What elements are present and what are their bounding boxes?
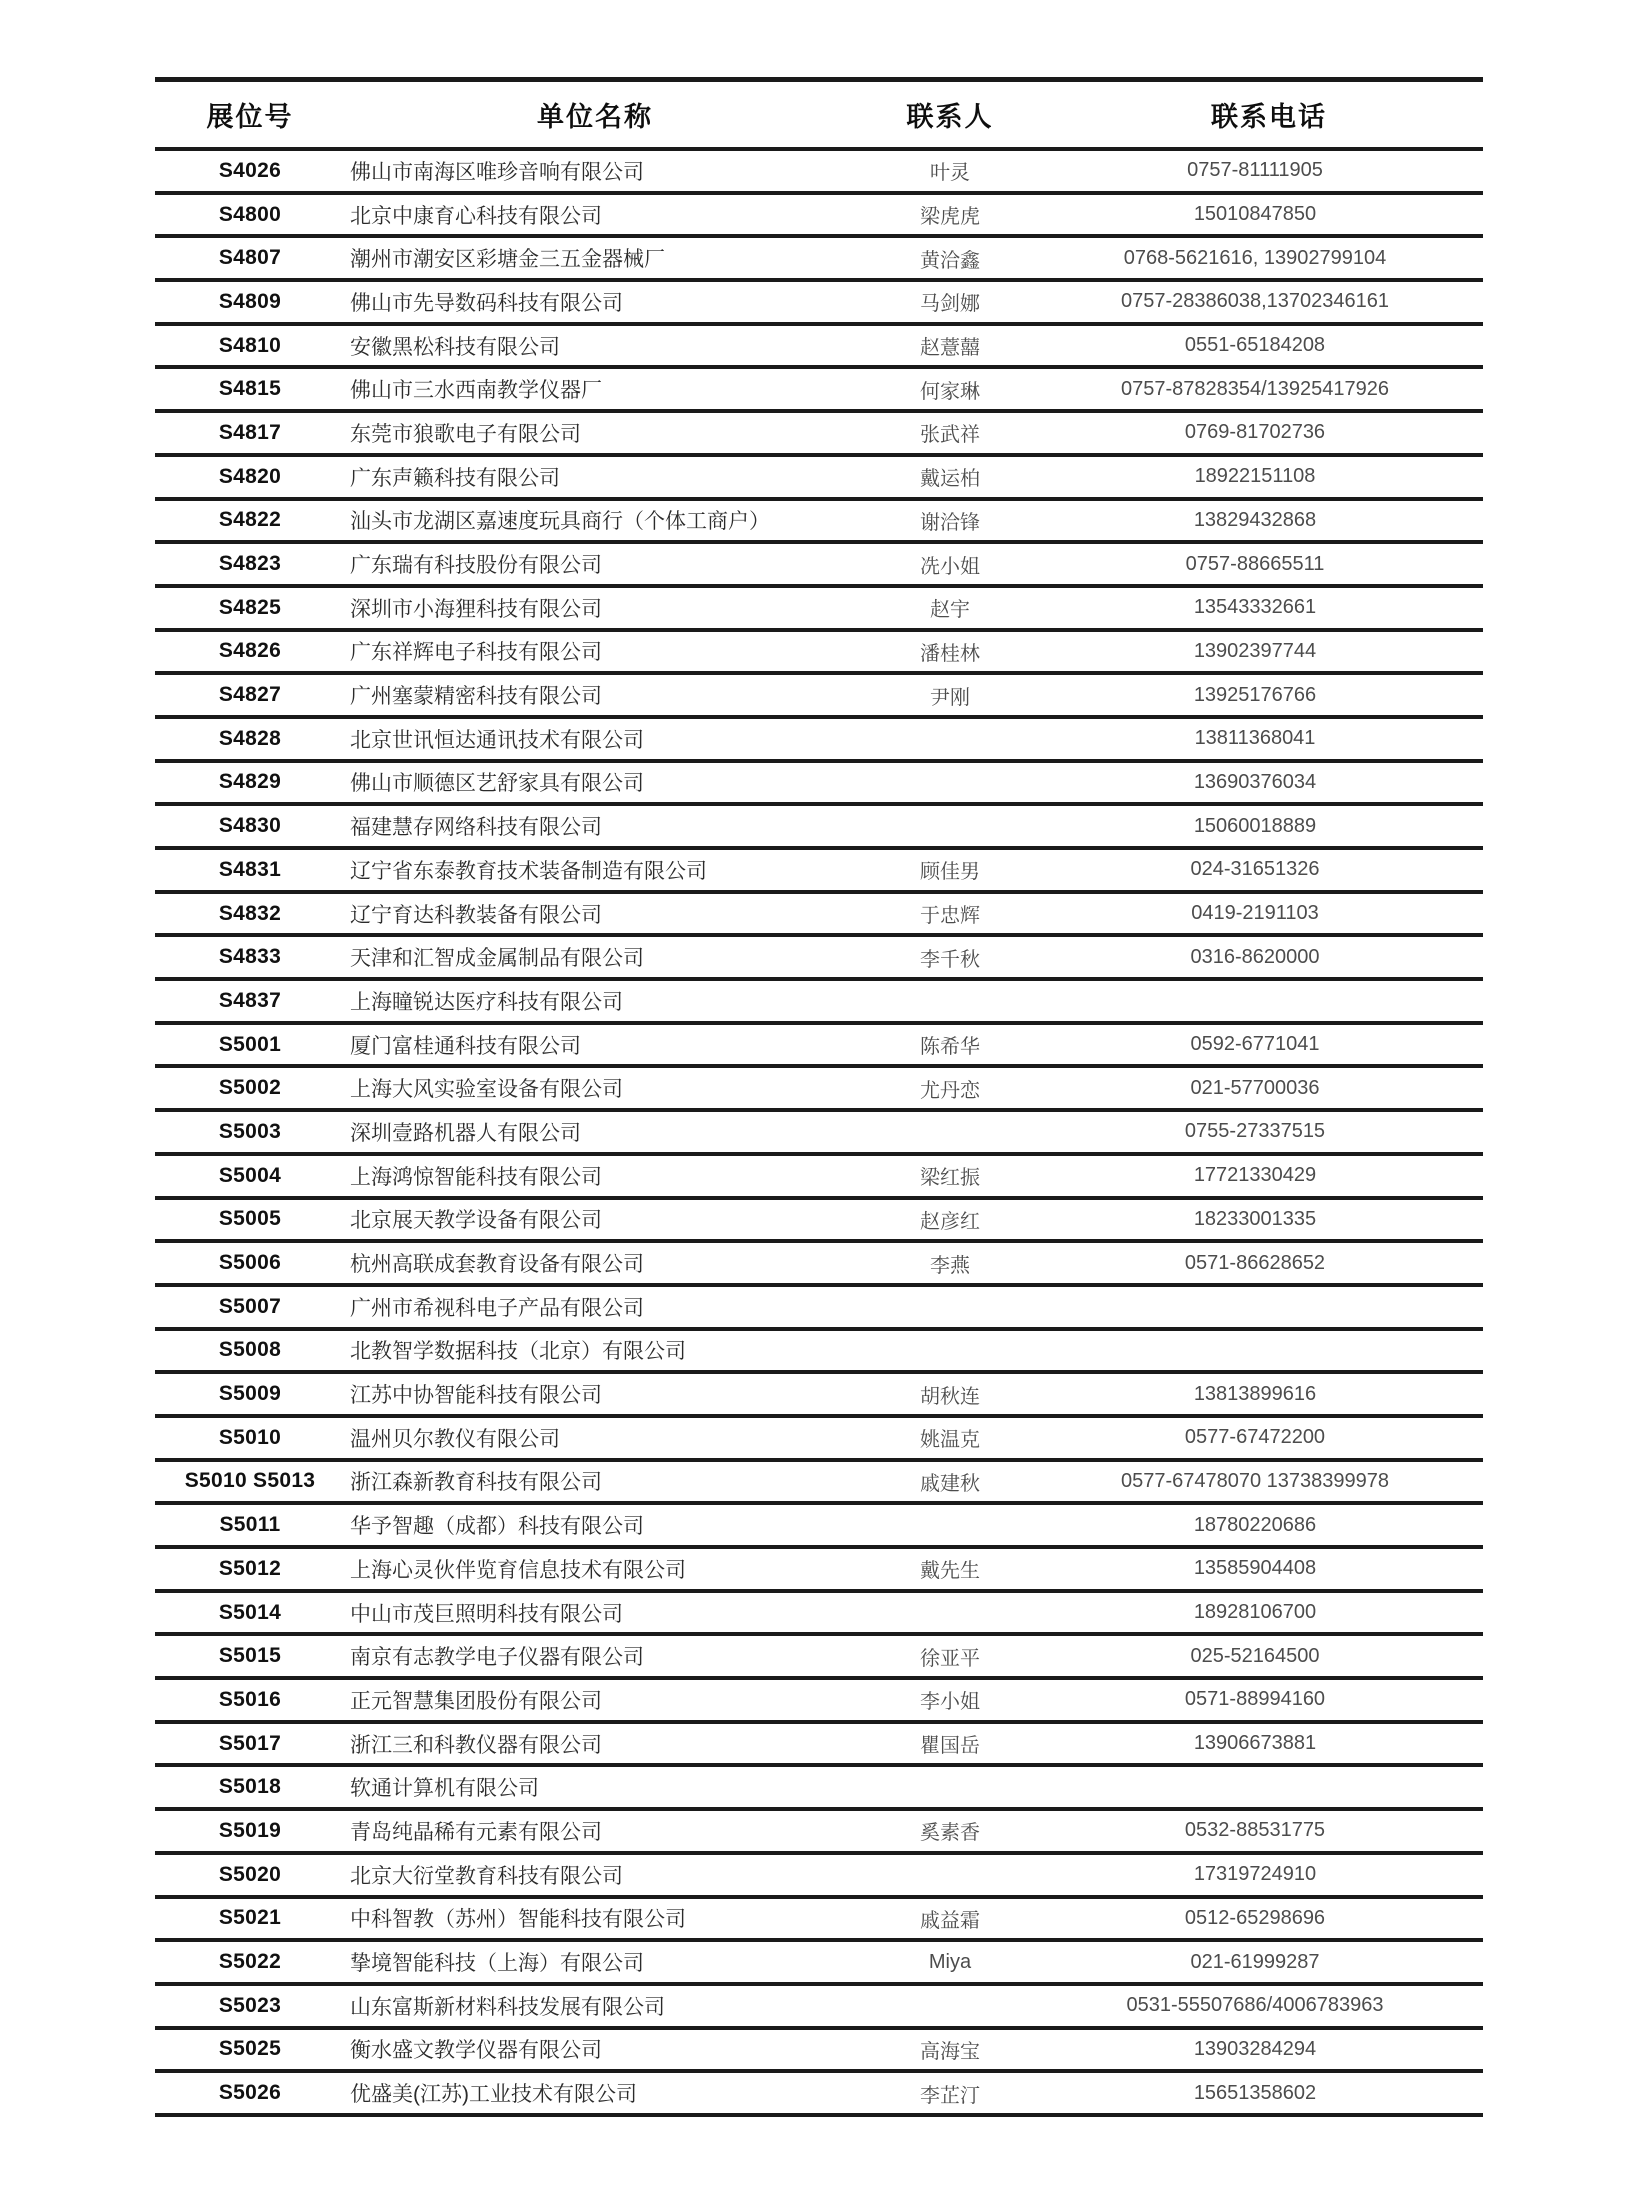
table-row (155, 1462, 1483, 1506)
booth-number-cell: S4817 (218, 420, 282, 444)
booth-number-cell: S4832 (218, 901, 282, 925)
booth-number-cell: S5014 (218, 1600, 282, 1624)
contact-phone-cell: 0532-88531775 (1184, 1819, 1326, 1842)
contact-person-cell: 徐亚平 (920, 1647, 980, 1670)
table-row (155, 1855, 1483, 1899)
contact-person-cell: 高海宝 (920, 2040, 980, 2063)
contact-person-cell: 戚益霜 (920, 1909, 980, 1932)
contact-person-cell: 胡秋连 (920, 1385, 980, 1408)
company-name-cell: 上海大风实验室设备有限公司 (350, 1078, 623, 1102)
booth-number-cell: S5011 (219, 1513, 281, 1537)
booth-number-cell: S5008 (218, 1338, 282, 1362)
contact-person-cell: 戚建秋 (920, 1472, 980, 1495)
company-name-cell: 潮州市潮安区彩塘金三五金器械厂 (350, 248, 665, 272)
contact-person-cell: 顾佳男 (920, 861, 980, 884)
contact-phone-cell: 0571-88994160 (1184, 1688, 1326, 1711)
company-name-cell: 北教智学数据科技（北京）有限公司 (350, 1340, 686, 1364)
booth-number-cell: S5018 (218, 1775, 282, 1799)
contact-phone-cell: 18928106700 (1193, 1601, 1317, 1624)
contact-phone-cell: 0769-81702736 (1184, 421, 1326, 444)
contact-phone-cell: 0757-88665511 (1185, 552, 1325, 575)
company-name-cell: 上海心灵伙伴览育信息技术有限公司 (350, 1558, 686, 1582)
table-row (155, 1593, 1483, 1637)
contact-phone-cell: 0757-87828354/13925417926 (1120, 377, 1390, 400)
booth-number-cell: S4822 (218, 508, 282, 532)
company-name-cell: 佛山市顺德区艺舒家具有限公司 (350, 772, 644, 796)
booth-number-cell: S4828 (218, 726, 282, 750)
company-name-cell: 佛山市先导数码科技有限公司 (350, 291, 623, 315)
booth-number-cell: S5012 (218, 1556, 282, 1580)
contact-person-cell: 潘桂林 (920, 642, 980, 665)
contact-phone-cell: 15010847850 (1193, 203, 1317, 226)
table-row (155, 1505, 1483, 1549)
contact-phone-cell: 0551-65184208 (1184, 334, 1326, 357)
table-row (155, 937, 1483, 981)
booth-number-cell: S5004 (218, 1163, 282, 1187)
column-header-phone: 联系电话 (1211, 102, 1327, 132)
contact-phone-cell: 13829432868 (1193, 508, 1317, 531)
contact-phone-cell: 13813899616 (1193, 1382, 1317, 1405)
company-name-cell: 广州市希视科电子产品有限公司 (350, 1296, 644, 1320)
table-row (155, 1899, 1483, 1943)
contact-phone-cell: 13902397744 (1193, 639, 1317, 662)
company-name-cell: 中科智教（苏州）智能科技有限公司 (350, 1908, 686, 1932)
table-row (155, 1942, 1483, 1986)
company-name-cell: 福建慧存网络科技有限公司 (350, 816, 602, 840)
contact-person-cell: 陈希华 (920, 1036, 980, 1059)
company-name-cell: 北京世讯恒达通讯技术有限公司 (350, 728, 644, 752)
contact-phone-cell: 0757-28386038,13702346161 (1120, 290, 1390, 313)
contact-person-cell: 尤丹恋 (920, 1079, 980, 1102)
contact-phone-cell: 0592-6771041 (1190, 1033, 1320, 1056)
contact-person-cell: 黄洽鑫 (920, 249, 980, 272)
company-name-cell: 软通计算机有限公司 (350, 1777, 539, 1801)
contact-person-cell: 赵薏囍 (920, 337, 980, 360)
table-row (155, 369, 1483, 413)
contact-phone-cell: 0577-67472200 (1184, 1426, 1326, 1449)
company-name-cell: 浙江森新教育科技有限公司 (350, 1471, 602, 1495)
contact-person-cell: 叶灵 (930, 162, 970, 185)
booth-number-cell: S5021 (218, 1906, 282, 1930)
company-name-cell: 天津和汇智成金属制品有限公司 (350, 947, 644, 971)
table-row (155, 457, 1483, 501)
company-name-cell: 中山市茂巨照明科技有限公司 (350, 1602, 623, 1626)
contact-phone-cell: 0768-5621616, 13902799104 (1123, 246, 1387, 269)
column-header-booth: 展位号 (206, 102, 294, 132)
company-name-cell: 上海鸿惊智能科技有限公司 (350, 1165, 602, 1189)
contact-person-cell: 赵宇 (930, 599, 970, 622)
company-name-cell: 青岛纯晶稀有元素有限公司 (350, 1820, 602, 1844)
table-row (155, 719, 1483, 763)
table-row (155, 1025, 1483, 1069)
booth-number-cell: S4815 (218, 377, 282, 401)
company-name-cell: 东莞市狼歌电子有限公司 (350, 422, 581, 446)
company-name-cell: 汕头市龙湖区嘉速度玩具商行（个体工商户） (350, 510, 770, 534)
company-name-cell: 北京展天教学设备有限公司 (350, 1209, 602, 1233)
table-row (155, 2030, 1483, 2074)
booth-number-cell: S5010 S5013 (184, 1469, 316, 1493)
contact-person-cell: 何家琳 (920, 380, 980, 403)
booth-number-cell: S4807 (218, 246, 282, 270)
booth-number-cell: S4809 (218, 289, 282, 313)
table-row (155, 632, 1483, 676)
booth-number-cell: S4826 (218, 639, 282, 663)
contact-phone-cell: 025-52164500 (1190, 1644, 1320, 1667)
company-name-cell: 山东富斯新材料科技发展有限公司 (350, 1995, 665, 2019)
booth-number-cell: S4820 (218, 464, 282, 488)
table-row (155, 544, 1483, 588)
column-header-contact: 联系人 (906, 102, 994, 132)
company-name-cell: 广东声籁科技有限公司 (350, 466, 560, 490)
company-name-cell: 优盛美(江苏)工业技术有限公司 (350, 2083, 637, 2107)
booth-number-cell: S4827 (218, 683, 282, 707)
contact-phone-cell: 021-57700036 (1190, 1076, 1320, 1099)
contact-person-cell: 李芷汀 (920, 2084, 980, 2107)
contact-person-cell: 瞿国岳 (920, 1735, 980, 1758)
contact-phone-cell: 0755-27337515 (1184, 1120, 1326, 1143)
company-name-cell: 佛山市三水西南教学仪器厂 (350, 379, 602, 403)
contact-person-cell: 戴先生 (920, 1560, 980, 1583)
table-row (155, 413, 1483, 457)
contact-person-cell: 梁虎虎 (920, 206, 980, 229)
table-row (155, 1767, 1483, 1811)
booth-number-cell: S4829 (218, 770, 282, 794)
table-row (155, 894, 1483, 938)
contact-phone-cell: 18233001335 (1193, 1207, 1317, 1230)
booth-number-cell: S4831 (218, 857, 282, 881)
table-header-row (155, 82, 1483, 151)
table-row (155, 282, 1483, 326)
contact-phone-cell: 0577-67478070 13738399978 (1120, 1469, 1390, 1492)
contact-phone-cell: 13903284294 (1193, 2037, 1317, 2060)
contact-phone-cell: 13906673881 (1193, 1732, 1317, 1755)
contact-phone-cell: 18922151108 (1194, 465, 1316, 488)
booth-number-cell: S4823 (218, 552, 282, 576)
table-row (155, 850, 1483, 894)
exhibitor-contact-table (155, 77, 1483, 2117)
contact-phone-cell: 17721330429 (1193, 1164, 1317, 1187)
contact-phone-cell: 13811368041 (1194, 727, 1316, 750)
contact-person-cell: 于忠辉 (920, 905, 980, 928)
company-name-cell: 深圳市小海狸科技有限公司 (350, 597, 602, 621)
company-name-cell: 广东瑞有科技股份有限公司 (350, 554, 602, 578)
contact-phone-cell: 13690376034 (1193, 770, 1317, 793)
table-row (155, 238, 1483, 282)
contact-phone-cell: 15060018889 (1193, 814, 1317, 837)
table-row (155, 195, 1483, 239)
table-row (155, 1156, 1483, 1200)
table-row (155, 1374, 1483, 1418)
booth-number-cell: S4825 (218, 595, 282, 619)
company-name-cell: 辽宁省东泰教育技术装备制造有限公司 (350, 859, 707, 883)
contact-phone-cell: 17319724910 (1193, 1863, 1317, 1886)
table-row (155, 151, 1483, 195)
contact-phone-cell: 0419-2191103 (1191, 902, 1319, 925)
contact-person-cell: Miya (928, 1950, 972, 1973)
contact-phone-cell: 13925176766 (1193, 683, 1317, 706)
booth-number-cell: S5019 (218, 1818, 282, 1842)
company-name-cell: 浙江三和科教仪器有限公司 (350, 1733, 602, 1757)
company-name-cell: 华予智趣（成都）科技有限公司 (350, 1515, 644, 1539)
table-row (155, 1636, 1483, 1680)
contact-person-cell: 张武祥 (920, 424, 980, 447)
table-row (155, 1068, 1483, 1112)
table-row (155, 675, 1483, 719)
table-row (155, 2073, 1483, 2117)
company-name-cell: 辽宁育达科教装备有限公司 (350, 903, 602, 927)
table-row (155, 1811, 1483, 1855)
table-row (155, 1680, 1483, 1724)
company-name-cell: 正元智慧集团股份有限公司 (350, 1689, 602, 1713)
company-name-cell: 南京有志教学电子仪器有限公司 (350, 1646, 644, 1670)
contact-person-cell: 戴运柏 (920, 468, 980, 491)
contact-phone-cell: 13543332661 (1193, 596, 1317, 619)
contact-person-cell: 冼小姐 (920, 555, 980, 578)
table-row (155, 1243, 1483, 1287)
booth-number-cell: S4026 (218, 158, 282, 182)
booth-number-cell: S4833 (218, 945, 282, 969)
company-name-cell: 广东祥辉电子科技有限公司 (350, 641, 602, 665)
contact-person-cell: 梁红振 (920, 1167, 980, 1190)
contact-phone-cell: 0531-55507686/4006783963 (1126, 1994, 1384, 2017)
booth-number-cell: S5017 (218, 1731, 282, 1755)
table-row (155, 1331, 1483, 1375)
booth-number-cell: S5007 (218, 1294, 282, 1318)
contact-person-cell: 李千秋 (920, 948, 980, 971)
booth-number-cell: S5005 (218, 1207, 282, 1231)
booth-number-cell: S5003 (218, 1119, 282, 1143)
company-name-cell: 江苏中协智能科技有限公司 (350, 1384, 602, 1408)
booth-number-cell: S5006 (218, 1251, 282, 1275)
table-row (155, 326, 1483, 370)
booth-number-cell: S5010 (218, 1425, 282, 1449)
contact-person-cell: 姚温克 (920, 1429, 980, 1452)
column-header-company: 单位名称 (537, 102, 653, 132)
table-row (155, 1724, 1483, 1768)
contact-phone-cell: 15651358602 (1193, 2081, 1317, 2104)
contact-phone-cell: 021-61999287 (1190, 1950, 1320, 1973)
contact-person-cell: 李小姐 (920, 1691, 980, 1714)
company-name-cell: 衡水盛文教学仪器有限公司 (350, 2039, 602, 2063)
company-name-cell: 北京大衍堂教育科技有限公司 (350, 1864, 623, 1888)
table-row (155, 1418, 1483, 1462)
booth-number-cell: S5002 (218, 1076, 282, 1100)
contact-person-cell: 赵彦红 (920, 1210, 980, 1233)
table-row (155, 806, 1483, 850)
contact-phone-cell: 0757-81111905 (1187, 159, 1323, 182)
booth-number-cell: S5026 (218, 2081, 282, 2105)
table-row (155, 501, 1483, 545)
booth-number-cell: S4830 (218, 814, 282, 838)
contact-person-cell: 尹刚 (930, 686, 970, 709)
contact-person-cell: 奚素香 (920, 1822, 980, 1845)
company-name-cell: 佛山市南海区唯珍音响有限公司 (350, 160, 644, 184)
booth-number-cell: S5025 (218, 2037, 282, 2061)
booth-number-cell: S5020 (218, 1862, 282, 1886)
booth-number-cell: S5015 (218, 1644, 282, 1668)
table-row (155, 1200, 1483, 1244)
contact-phone-cell: 0316-8620000 (1190, 945, 1320, 968)
company-name-cell: 广州塞蒙精密科技有限公司 (350, 685, 602, 709)
booth-number-cell: S5022 (218, 1950, 282, 1974)
contact-phone-cell: 0571-86628652 (1184, 1251, 1326, 1274)
company-name-cell: 深圳壹路机器人有限公司 (350, 1121, 581, 1145)
table-row (155, 588, 1483, 632)
table-row (155, 763, 1483, 807)
booth-number-cell: S5009 (218, 1382, 282, 1406)
table-body (155, 151, 1483, 2117)
company-name-cell: 温州贝尔教仪有限公司 (350, 1427, 560, 1451)
booth-number-cell: S5001 (218, 1032, 282, 1056)
company-name-cell: 北京中康育心科技有限公司 (350, 204, 602, 228)
contact-person-cell: 谢洽锋 (920, 511, 980, 534)
contact-phone-cell: 18780220686 (1193, 1513, 1317, 1536)
contact-phone-cell: 024-31651326 (1190, 858, 1320, 881)
company-name-cell: 杭州高联成套教育设备有限公司 (350, 1253, 644, 1277)
table-row (155, 1112, 1483, 1156)
company-name-cell: 上海瞳锐达医疗科技有限公司 (350, 990, 623, 1014)
contact-person-cell: 马剑娜 (920, 293, 980, 316)
booth-number-cell: S4837 (218, 988, 282, 1012)
table-row (155, 1986, 1483, 2030)
contact-person-cell: 李燕 (930, 1254, 970, 1277)
booth-number-cell: S5016 (218, 1687, 282, 1711)
table-row (155, 1287, 1483, 1331)
booth-number-cell: S5023 (218, 1993, 282, 2017)
company-name-cell: 厦门富桂通科技有限公司 (350, 1034, 581, 1058)
contact-phone-cell: 0512-65298696 (1184, 1906, 1326, 1929)
table-row (155, 1549, 1483, 1593)
booth-number-cell: S4810 (218, 333, 282, 357)
company-name-cell: 挚境智能科技（上海）有限公司 (350, 1952, 644, 1976)
table-row (155, 981, 1483, 1025)
company-name-cell: 安徽黑松科技有限公司 (350, 335, 560, 359)
contact-phone-cell: 13585904408 (1193, 1557, 1317, 1580)
booth-number-cell: S4800 (218, 202, 282, 226)
